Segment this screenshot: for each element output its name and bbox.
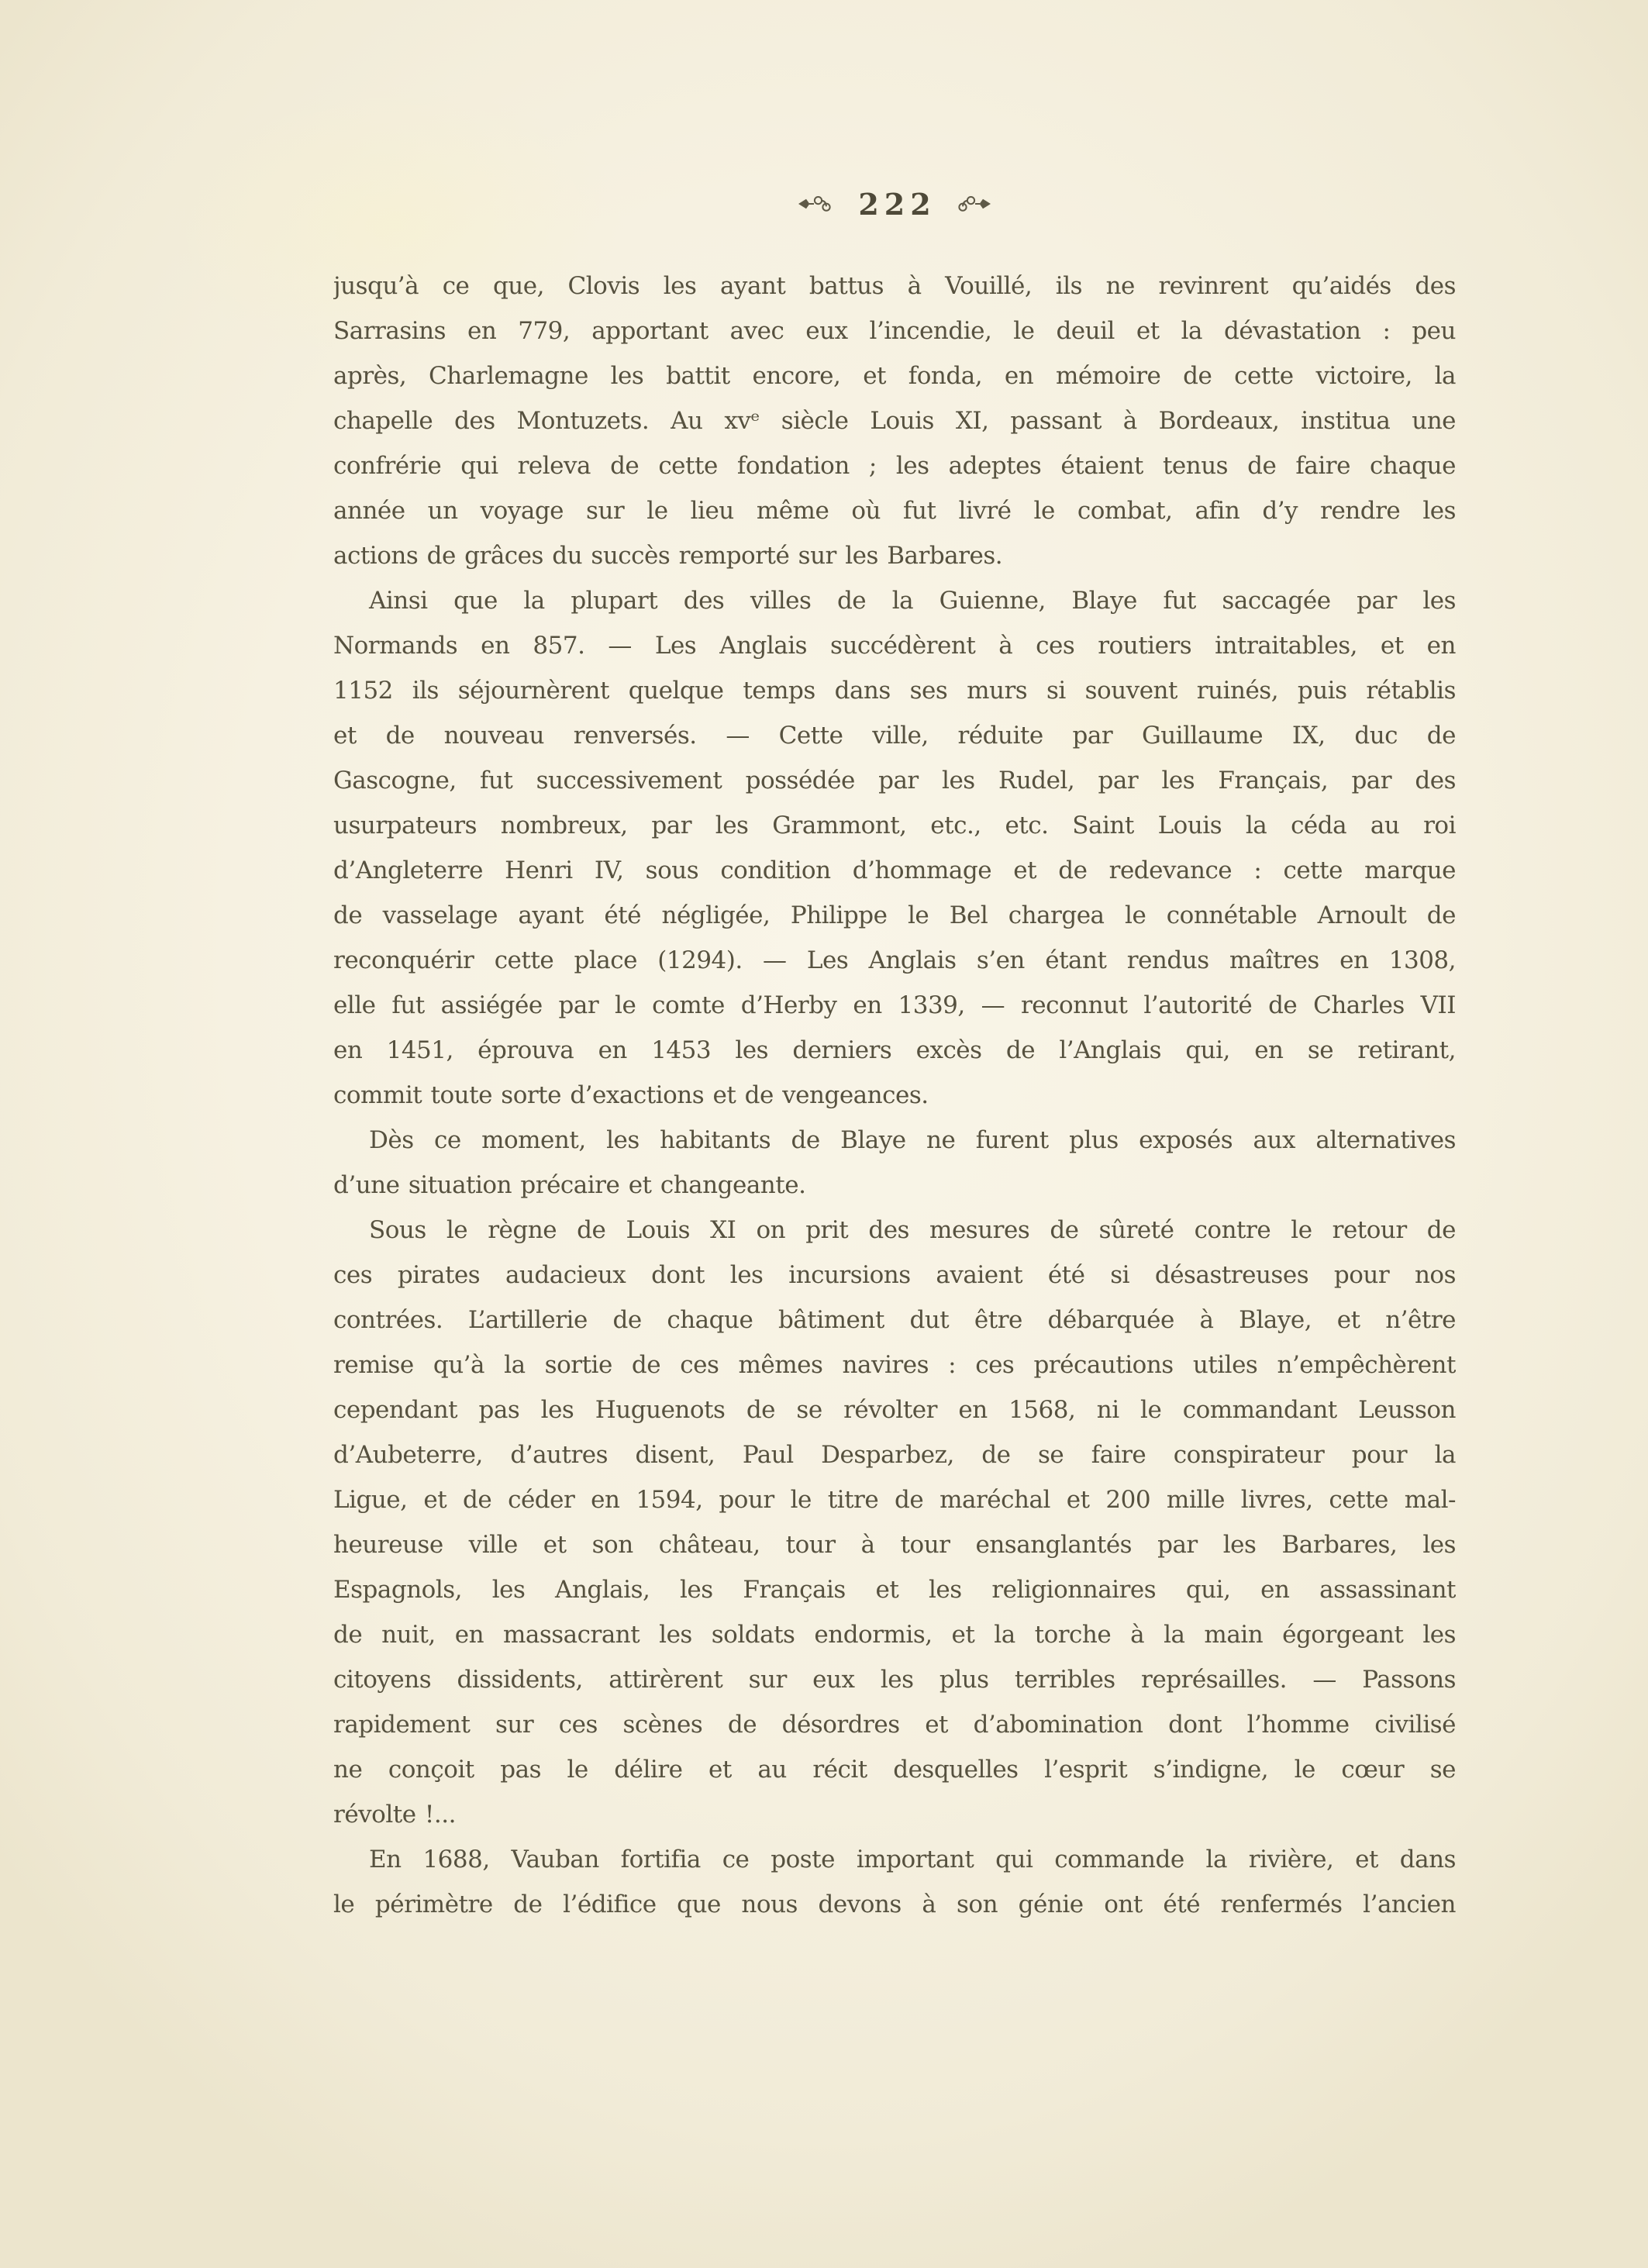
text-line: elle fut assiégée par le comte d’Herby en 1339, — reconnut l’autorité de Charles VII bbox=[333, 991, 1456, 1019]
paragraph bbox=[333, 1837, 1456, 1927]
text-line: commit toute sorte d’exactions et de vengeances. bbox=[333, 1081, 929, 1109]
text-line: Normands en 857. — Les Anglais succédèrent à ces routiers intraitables, et en bbox=[333, 632, 1456, 660]
text-line: Ligue, et de céder en 1594, pour le titre de maréchal et 200 mille livres, cette mal- bbox=[333, 1486, 1456, 1514]
text-line: Espagnols, les Anglais, les Français et les religionnaires qui, en assassinant bbox=[333, 1576, 1456, 1604]
text-line: actions de grâces du succès remporté sur les Barbares. bbox=[333, 542, 1003, 570]
text-line: chapelle des Montuzets. Au xvᵉ siècle Louis XI, passant à Bordeaux, institua une bbox=[333, 407, 1456, 435]
paragraph bbox=[333, 578, 1456, 1118]
text-line: le périmètre de l’édifice que nous devons à son génie ont été renfermés l’ancien bbox=[333, 1891, 1456, 1918]
text-line: année un voyage sur le lieu même où fut livré le combat, afin d’y rendre les bbox=[333, 497, 1456, 525]
paragraph bbox=[333, 1208, 1456, 1837]
text-line: contrées. L’artillerie de chaque bâtiment dut être débarquée à Blaye, et n’être bbox=[333, 1306, 1456, 1334]
text-line: rapidement sur ces scènes de désordres et d’abomination dont l’homme civilisé bbox=[333, 1711, 1456, 1739]
text-line: de nuit, en massacrant les soldats endormis, et la torche à la main égorgeant les bbox=[333, 1621, 1456, 1649]
text-line: Sous le règne de Louis XI on prit des mesures de sûreté contre le retour de bbox=[369, 1216, 1456, 1244]
text-line: usurpateurs nombreux, par les Grammont, etc., etc. Saint Louis la céda au roi bbox=[333, 812, 1456, 839]
text-line: de vasselage ayant été négligée, Philippe le Bel chargea le connétable Arnoult de bbox=[333, 901, 1456, 929]
text-line: ces pirates audacieux dont les incursions avaient été si désastreuses pour nos bbox=[333, 1261, 1456, 1289]
text-line: après, Charlemagne les battit encore, et fonda, en mémoire de cette victoire, la bbox=[333, 362, 1456, 390]
page-text bbox=[333, 264, 1456, 1927]
text-line: En 1688, Vauban fortifia ce poste important qui commande la rivière, et dans bbox=[369, 1846, 1456, 1873]
page-number: 222 bbox=[858, 186, 936, 222]
text-line: ne conçoit pas le délire et au récit desquelles l’esprit s’indigne, le cœur se bbox=[333, 1756, 1456, 1784]
text-line: Ainsi que la plupart des villes de la Guienne, Blaye fut saccagée par les bbox=[369, 587, 1456, 615]
text-line: citoyens dissidents, attirèrent sur eux les plus terribles représailles. — Passons bbox=[333, 1666, 1456, 1694]
text-line: remise qu’à la sortie de ces mêmes navires : ces précautions utiles n’empêchèrent bbox=[333, 1351, 1456, 1379]
text-line: jusqu’à ce que, Clovis les ayant battus à Vouillé, ils ne revinrent qu’aidés des bbox=[333, 272, 1456, 300]
fleuron-right-icon bbox=[955, 194, 992, 214]
text-line: Sarrasins en 779, apportant avec eux l’incendie, le deuil et la dévastation : peu bbox=[333, 317, 1456, 345]
fleuron-left-icon bbox=[797, 194, 834, 214]
text-line: confrérie qui releva de cette fondation ; les adeptes étaient tenus de faire chaque bbox=[333, 452, 1456, 480]
text-line: heureuse ville et son château, tour à tour ensanglantés par les Barbares, les bbox=[333, 1531, 1456, 1559]
text-line: d’Angleterre Henri IV, sous condition d’hommage et de redevance : cette marque bbox=[333, 857, 1456, 884]
text-line: cependant pas les Huguenots de se révolter en 1568, ni le commandant Leusson bbox=[333, 1396, 1456, 1424]
text-line: d’Aubeterre, d’autres disent, Paul Desparbez, de se faire conspirateur pour la bbox=[333, 1441, 1456, 1469]
text-line: révolte !... bbox=[333, 1801, 456, 1829]
text-line: en 1451, éprouva en 1453 les derniers excès de l’Anglais qui, en se retirant, bbox=[333, 1036, 1456, 1064]
text-line: Gascogne, fut successivement possédée par les Rudel, par les Français, par des bbox=[333, 767, 1456, 794]
text-line: Dès ce moment, les habitants de Blaye ne furent plus exposés aux alternatives bbox=[369, 1126, 1456, 1154]
text-line: et de nouveau renversés. — Cette ville, réduite par Guillaume IX, duc de bbox=[333, 722, 1456, 750]
text-line: 1152 ils séjournèrent quelque temps dans ses murs si souvent ruinés, puis rétablis bbox=[333, 677, 1456, 705]
paragraph bbox=[333, 264, 1456, 578]
page-header bbox=[333, 186, 1456, 222]
paragraph bbox=[333, 1118, 1456, 1208]
text-line: d’une situation précaire et changeante. bbox=[333, 1171, 806, 1199]
text-line: reconquérir cette place (1294). — Les Anglais s’en étant rendus maîtres en 1308, bbox=[333, 946, 1456, 974]
